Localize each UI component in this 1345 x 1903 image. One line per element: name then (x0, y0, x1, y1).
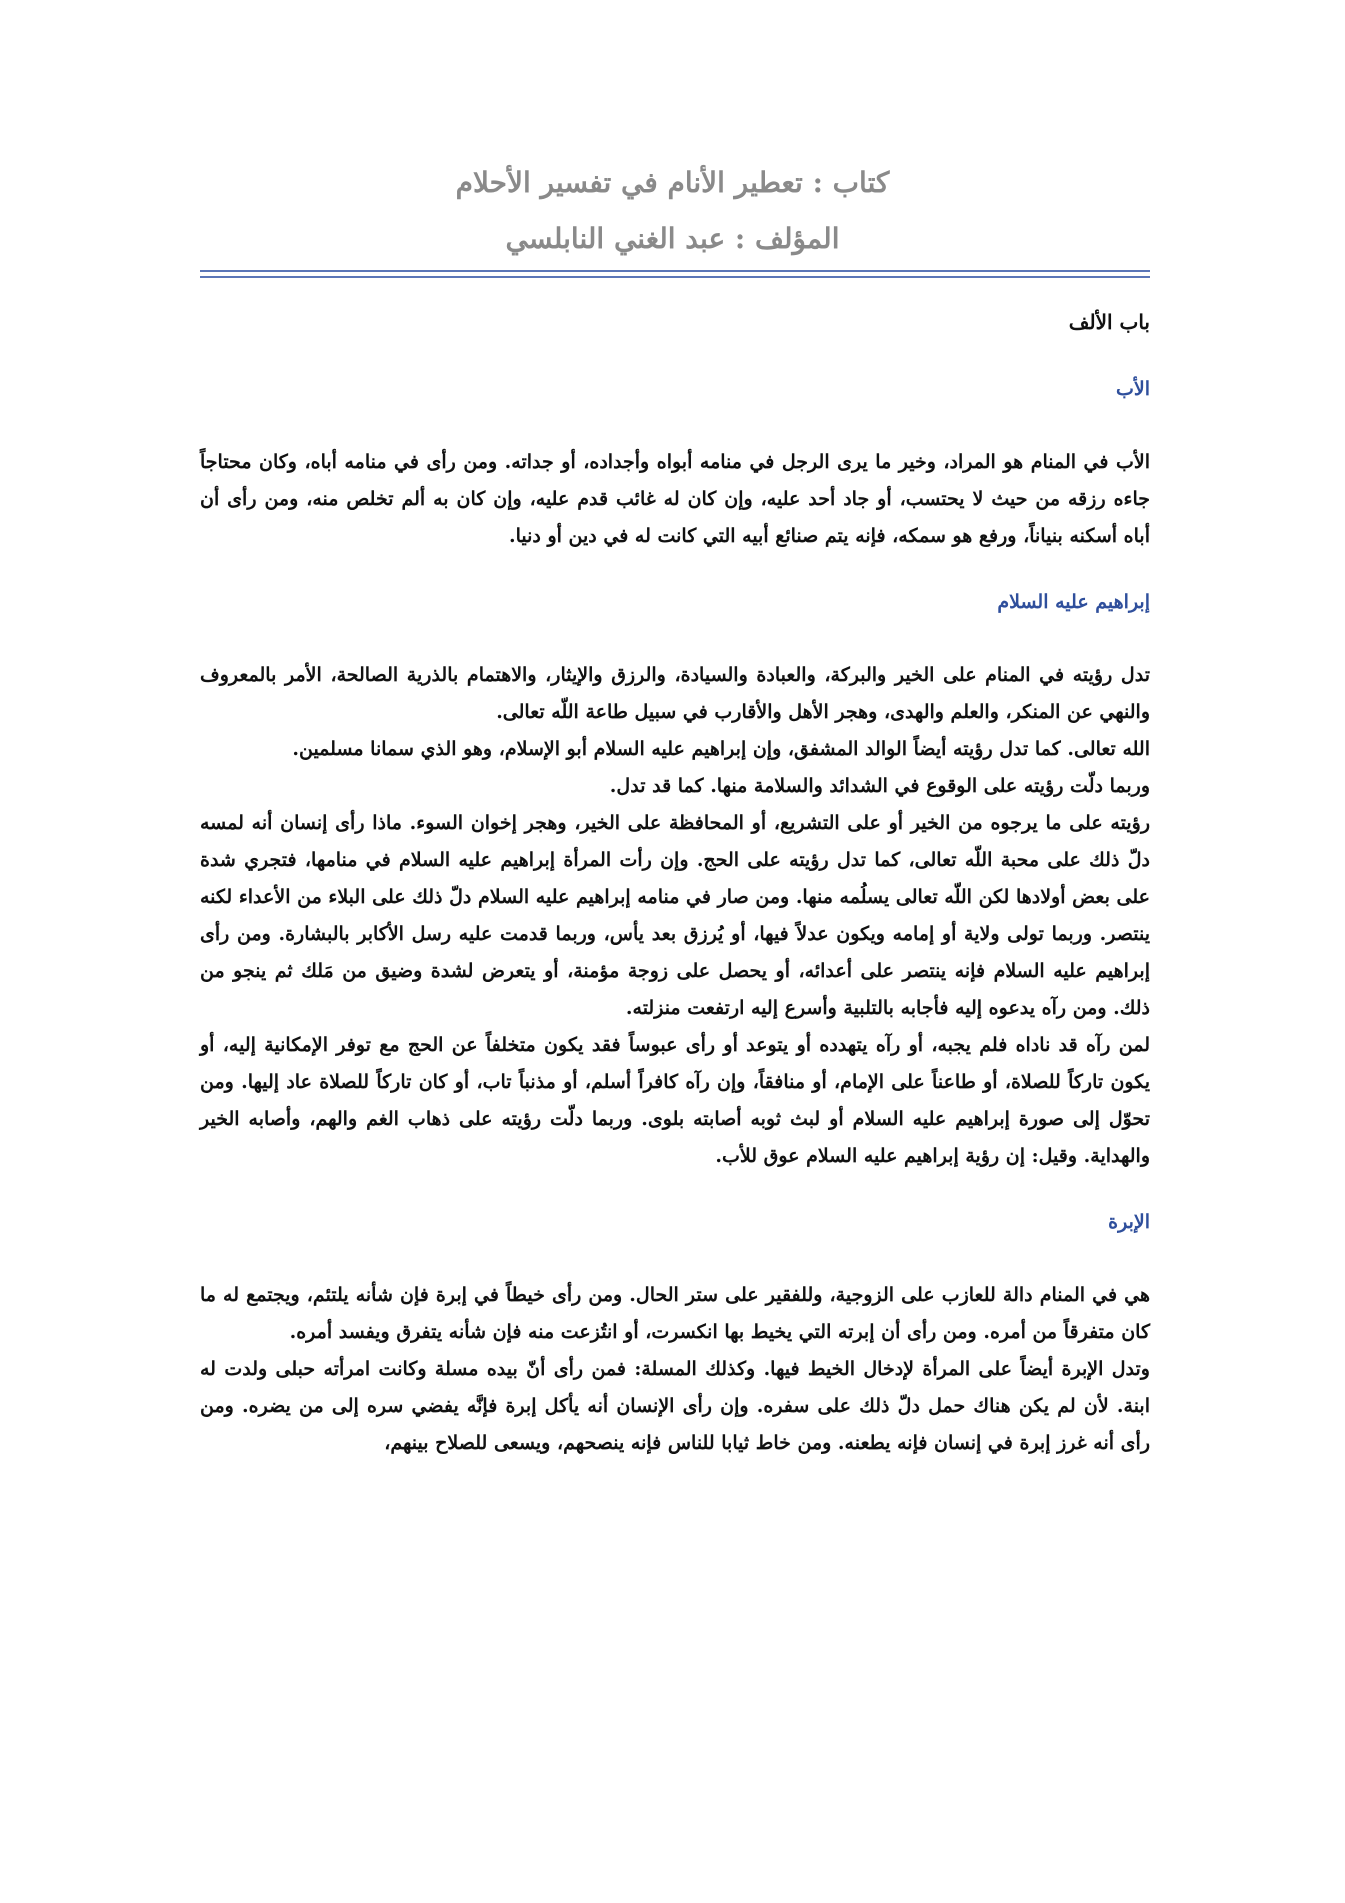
chapter-title: باب الألف (1068, 310, 1150, 334)
document-body (200, 310, 1150, 1498)
header-rule-bottom (200, 276, 1150, 278)
page-header (200, 160, 1145, 262)
paragraph: الأب في المنام هو المراد، وخير ما يرى الرجل في منامه أبواه وأجداده، أو جداته. ومن رأى في منامه أباه، وكان محتاجاً جاءه رزقه من حيث لا يحتسب، أو جاد أحد عليه، وإن كان له غائب قدم عليه، وإن كان به ألم تخلص منه، ومن رأى أن أباه أسكنه بنياناً، ورفع هو سمكه، فإنه يتم صنائع أبيه التي كانت له في دين أو دنيا. (200, 451, 1150, 547)
paragraph: تدل رؤيته في المنام على الخير والبركة، والعبادة والسيادة، والرزق والإيثار، والاهتمام بالذرية الصالحة، الأمر بالمعروف والنهي عن المنكر، والعلم والهدى، وهجر الأهل والأقارب في سبيل طاعة اللّه تعالى. (200, 664, 1150, 723)
entry-title-ibrahim: إبراهيم عليه السلام (997, 591, 1150, 613)
paragraph: رؤيته على ما يرجوه من الخير أو على التشريع، أو المحافظة على الخير، وهجر إخوان السوء. ماذا رأى إنسان أنه لمسه دلّ ذلك على محبة اللّه تعالى، كما تدل رؤيته على الحج. وإن رأت المرأة إبراهيم عليه السلام في منامها، فتجري شدة على بعض أولادها لكن اللّه تعالى يسلُمه منها. ومن صار في منامه إبراهيم عليه السلام دلّ ذلك على البلاء من الأعداء لكنه ينتصر. وربما تولى ولاية أو إمامه ويكون عدلاً فيها، أو يُرزق بعد يأس، وربما قدمت عليه رسل الأكابر بالبشارة. ومن رأى إبراهيم عليه السلام فإنه ينتصر على أعدائه، أو يحصل على زوجة مؤمنة، أو يتعرض لشدة وضيق من مَلك ثم ينجو من ذلك. ومن رآه يدعوه إليه فأجابه بالتلبية وأسرع إليه ارتفعت منزلته. (200, 812, 1150, 1019)
paragraph: لمن رآه قد ناداه فلم يجبه، أو رآه يتهدده أو يتوعد أو رأى عبوساً فقد يكون متخلفاً عن الحج مع توفر الإمكانية إليه، أو يكون تاركاً للصلاة، أو طاعناً على الإمام، أو منافقاً، وإن رآه كافراً أسلم، أو مذنباً تاب، أو كان تاركاً للصلاة عاد إليها. ومن تحوّل إلى صورة إبراهيم عليه السلام أو لبث ثوبه أصابته بلوى. وربما دلّت رؤيته على ذهاب الغم والهم، وأصابه الخير والهداية. وقيل: إن رؤية إبراهيم عليه السلام عوق للأب. (200, 1034, 1150, 1167)
paragraph: وربما دلّت رؤيته على الوقوع في الشدائد والسلامة منها. كما قد تدل. (609, 775, 1150, 797)
paragraph: وتدل الإبرة أيضاً على المرأة لإدخال الخيط فيها. وكذلك المسلة: فمن رأى أنّ بيده مسلة وكانت امرأته حبلى ولدت له ابنة. لأن لم يكن هناك حمل دلّ ذلك على سفره. وإن رأى الإنسان أنه يأكل إبرة فإنَّه يفضي سره إلى من يضره. ومن رأى أنه غرز إبرة في إنسان فإنه يطعنه. ومن خاط ثيابا للناس فإنه ينصحهم، ويسعى للصلاح بينهم، (200, 1358, 1150, 1454)
header-rule-top (200, 270, 1150, 272)
entry-body-father (200, 444, 1150, 555)
entry-body-ibrahim (200, 657, 1150, 1175)
entry-title-needle: الإبرة (1108, 1211, 1150, 1233)
paragraph: الله تعالى. كما تدل رؤيته أيضاً الوالد المشفق، وإن إبراهيم عليه السلام أبو الإسلام، وهو الذي سمانا مسلمين. (292, 738, 1150, 760)
paragraph: هي في المنام دالة للعازب على الزوجية، وللفقير على ستر الحال. ومن رأى خيطاً في إبرة فإن شأنه يلتئم، ويجتمع له ما كان متفرقاً من أمره. ومن رأى أن إبرته التي يخيط بها انكسرت، أو انتُزعت منه فإن شأنه يتفرق ويفسد أمره. (200, 1284, 1150, 1343)
author-line: المؤلف : عبد الغني النابلسي (505, 222, 840, 255)
book-title: كتاب : تعطير الأنام في تفسير الأحلام (455, 166, 890, 199)
entry-body-needle (200, 1277, 1150, 1462)
entry-title-father: الأب (1115, 378, 1150, 400)
